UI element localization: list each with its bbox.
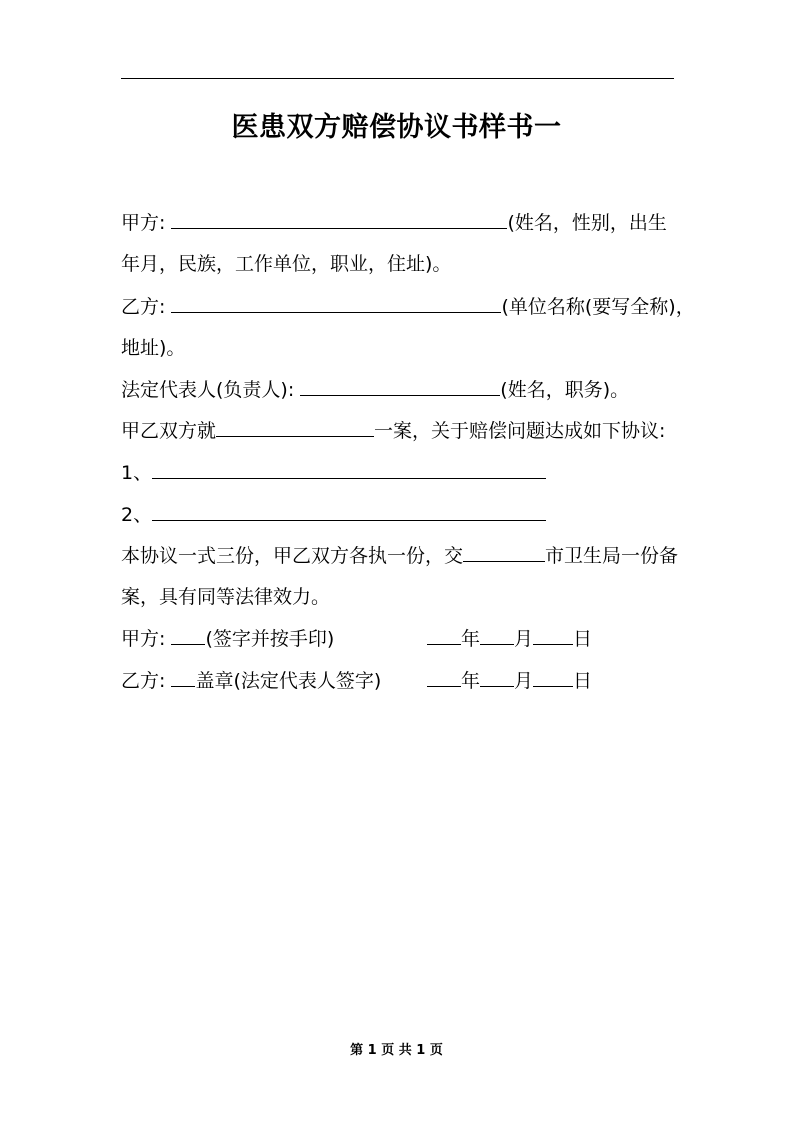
sign-a-date: [427, 624, 592, 653]
item-1-blank[interactable]: [152, 458, 546, 479]
item-1-line: [121, 458, 546, 487]
sign-b-date: [427, 666, 592, 695]
legal-rep-blank[interactable]: [300, 375, 500, 396]
agreement-intro-suffix: 一案，关于赔偿问题达成如下协议:: [374, 420, 666, 442]
day-label: 日: [573, 628, 593, 650]
copies-line-2: 案，具有同等法律效力。: [121, 586, 331, 608]
sign-b-note: 盖章(法定代表人签字): [195, 670, 382, 692]
legal-rep-label: 法定代表人(负责人):: [121, 379, 295, 401]
sign-a-label: 甲方:: [121, 628, 166, 650]
copies-suffix: 市卫生局一份备: [545, 545, 679, 567]
month-label: 月: [514, 670, 534, 692]
party-a-label: 甲方:: [121, 212, 166, 234]
sign-b-day-blank[interactable]: [533, 666, 573, 687]
sign-b-label: 乙方:: [121, 670, 166, 692]
year-label: 年: [461, 628, 481, 650]
party-a-blank[interactable]: [171, 208, 507, 229]
party-b-line-2: 地址)。: [121, 337, 186, 359]
party-b-line: [121, 292, 695, 321]
item-2-line: [121, 500, 546, 529]
sign-a-year-blank[interactable]: [427, 624, 461, 645]
year-label: 年: [461, 670, 481, 692]
party-b-label: 乙方:: [121, 296, 166, 318]
party-b-suffix: (单位名称(要写全称)，: [501, 296, 695, 318]
agreement-intro-prefix: 甲乙双方就: [121, 420, 217, 442]
party-a-suffix: (姓名，性别，出生: [507, 212, 667, 234]
sign-a-note: (签字并按手印): [205, 628, 335, 650]
copies-prefix: 本协议一式三份，甲乙双方各执一份，交: [121, 545, 464, 567]
sign-b-line: [121, 666, 674, 695]
copies-line: [121, 541, 678, 570]
party-b-blank[interactable]: [171, 292, 501, 313]
legal-rep-line: [121, 375, 629, 404]
sign-b-month-blank[interactable]: [480, 666, 514, 687]
sign-a-blank[interactable]: [171, 624, 205, 645]
city-blank[interactable]: [463, 541, 545, 562]
document-title: 医患双方赔偿协议书样书一: [231, 112, 562, 143]
item-2-label: 2、: [121, 504, 153, 526]
item-2-blank[interactable]: [152, 500, 546, 521]
case-blank[interactable]: [216, 416, 374, 437]
sign-b-year-blank[interactable]: [427, 666, 461, 687]
item-1-label: 1、: [121, 462, 153, 484]
page-footer: 第 1 页 共 1 页: [350, 1043, 443, 1058]
top-rule: [121, 78, 674, 79]
legal-rep-suffix: (姓名，职务)。: [500, 379, 630, 401]
sign-a-day-blank[interactable]: [533, 624, 573, 645]
party-a-line-2: 年月，民族，工作单位，职业，住址)。: [121, 253, 452, 275]
day-label: 日: [573, 670, 593, 692]
sign-b-blank[interactable]: [171, 666, 195, 687]
agreement-intro-line: [121, 416, 665, 445]
sign-a-month-blank[interactable]: [480, 624, 514, 645]
party-a-line: [121, 208, 667, 237]
sign-a-line: [121, 624, 674, 653]
month-label: 月: [514, 628, 534, 650]
